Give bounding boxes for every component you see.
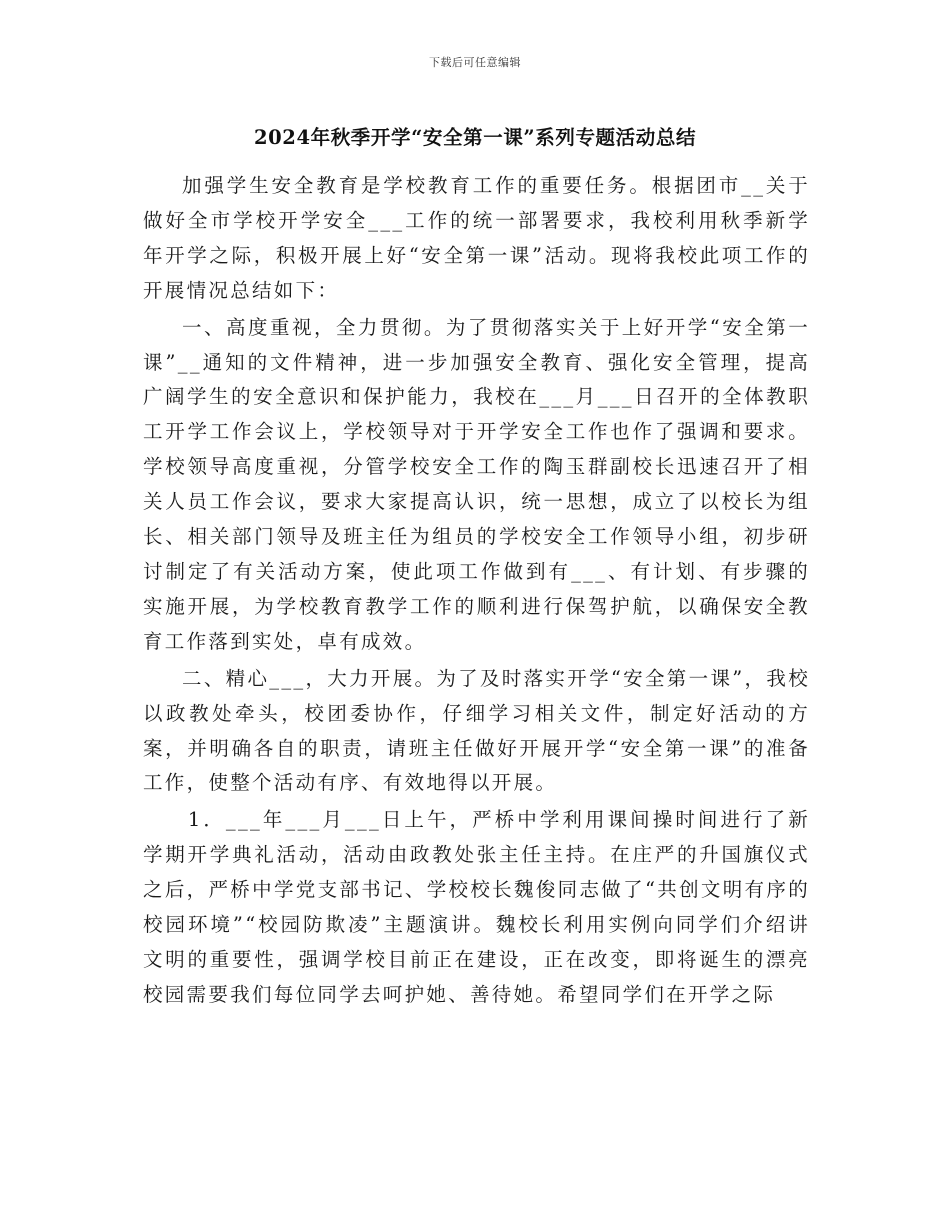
paragraph-item-one: 1．___年___月___日上午，严桥中学利用课间操时间进行了新学期开学典礼活动，活动由政教处张主任主持。在庄严的升国旗仪式之后，严桥中学党支部书记、学校校长魏俊同志做了“共创文明有序的校园环境”“校园防欺凌”主题演讲。魏校长利用实例向同学们介绍讲文明的重要性，强调学校目前正在建设，正在改变，即将诞生的漂亮校园需要我们每位同学去呵护她、善待她。希望同学们在开学之际	[143, 808, 810, 1006]
paragraph-section-one: 一、高度重视，全力贯彻。为了贯彻落实关于上好开学“安全第一课”__通知的文件精神，进一步加强安全教育、强化安全管理，提高广阔学生的安全意识和保护能力，我校在___月___日召开的全体教职工开学工作会议上，学校领导对于开学安全工作也作了强调和要求。学校领导高度重视，分管学校安全工作的陶玉群副校长迅速召开了相关人员工作会议，要求大家提高认识，统一思想，成立了以校长为组长、相关部门领导及班主任为组员的学校安全工作领导小组，初步研讨制定了有关活动方案，使此项工作做到有___、有计划、有步骤的实施开展，为学校教育教学工作的顺利进行保驾护航，以确保安全教育工作落到实处，卓有成效。	[143, 315, 810, 653]
document-body	[143, 169, 810, 1015]
document-title: 2024年秋季开学“安全第一课”系列专题活动总结	[253, 126, 697, 149]
paragraph-section-two: 二、精心___，大力开展。为了及时落实开学“安全第一课”，我校以政教处牵头，校团委协作，仔细学习相关文件，制定好活动的方案，并明确各自的职责，请班主任做好开展开学“安全第一课”的准备工作，使整个活动有序、有效地得以开展。	[143, 666, 810, 795]
paragraph-intro: 加强学生安全教育是学校教育工作的重要任务。根据团市__关于做好全市学校开学安全___工作的统一部署要求，我校利用秋季新学年开学之际，积极开展上好“安全第一课”活动。现将我校此项工作的开展情况总结如下：	[143, 174, 810, 302]
header-note: 下载后可任意编辑	[429, 56, 521, 69]
